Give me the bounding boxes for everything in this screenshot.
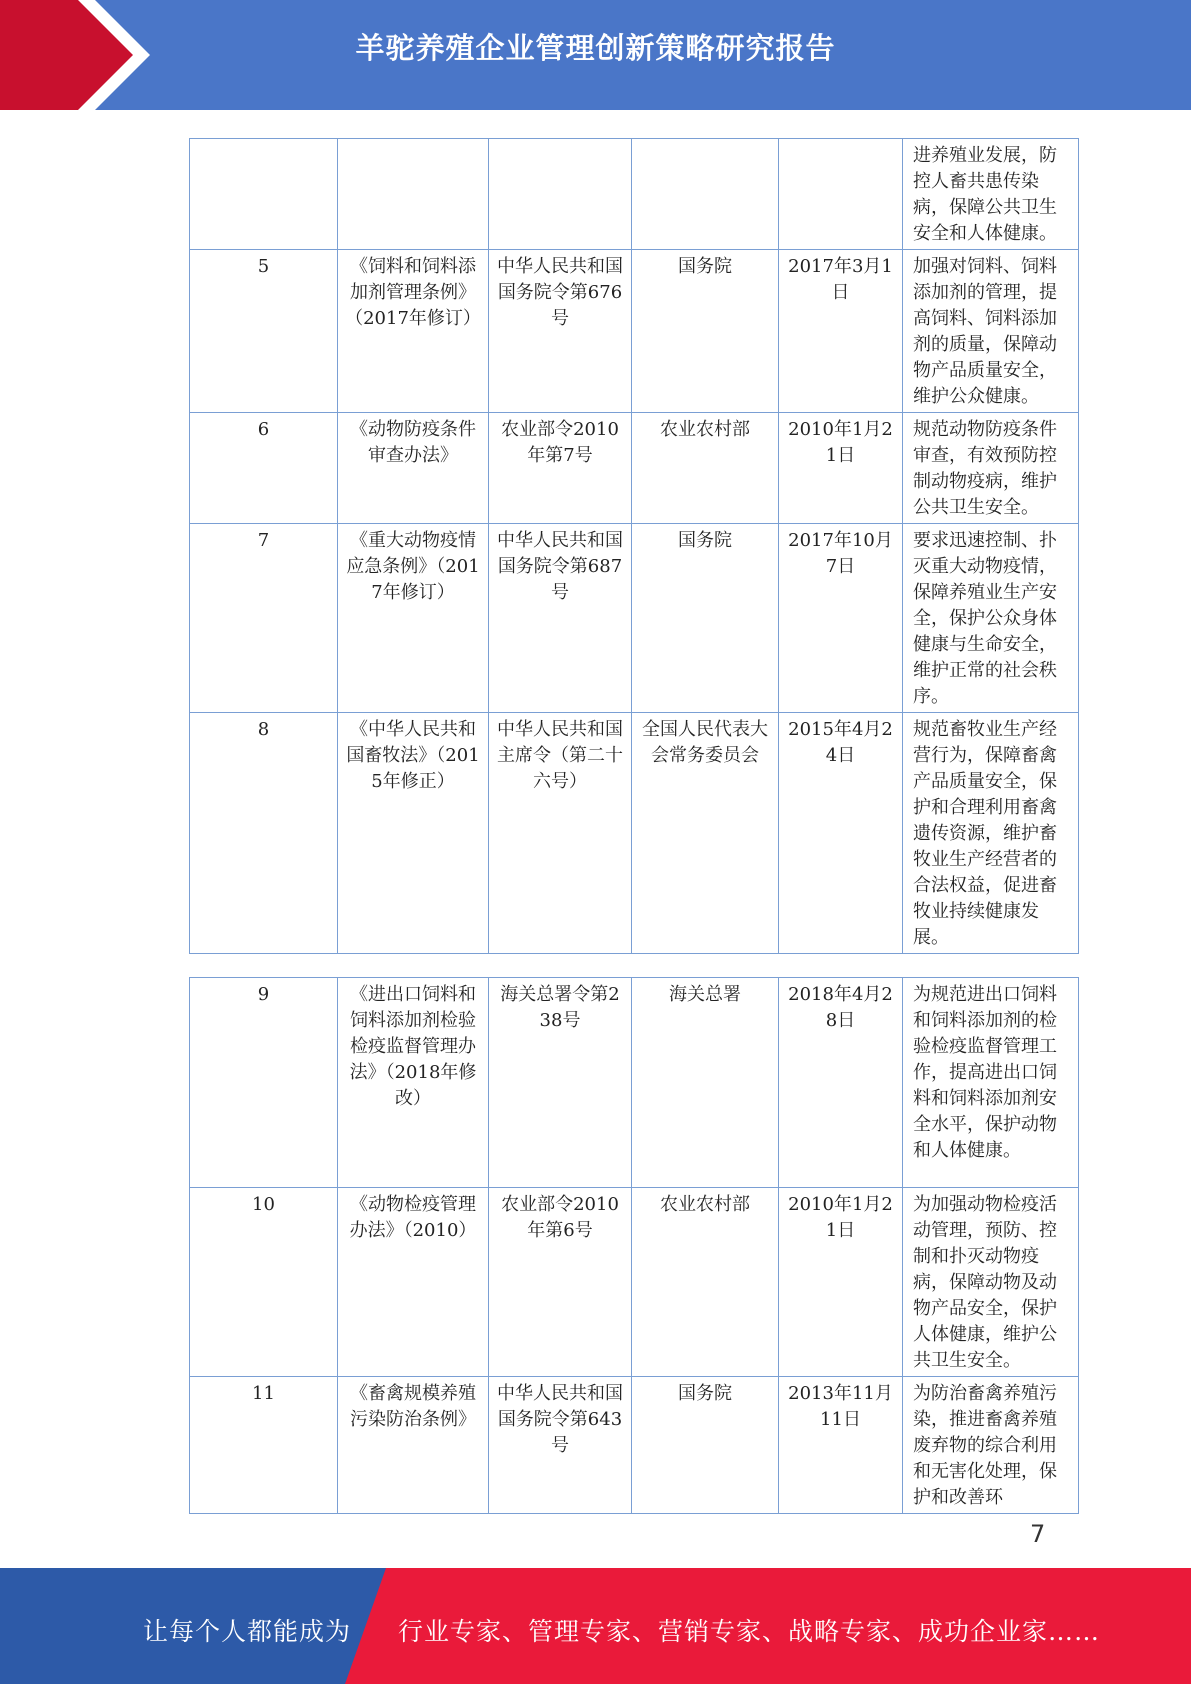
issuing-authority: 国务院 [632, 524, 779, 713]
regulations-table-part1 [189, 138, 1079, 954]
row-number: 6 [190, 413, 338, 524]
regulation-purpose: 为加强动物检疫活动管理，预防、控制和扑灭动物疫病，保障动物及动物产品安全，保护人体健康，维护公共卫生安全。 [903, 1188, 1079, 1377]
regulation-purpose: 规范畜牧业生产经营行为，保障畜禽产品质量安全，保护和合理利用畜禽遗传资源，维护畜牧业生产经营者的合法权益，促进畜牧业持续健康发展。 [903, 713, 1079, 954]
regulation-purpose: 为规范进出口饲料和饲料添加剂的检验检疫监督管理工作，提高进出口饲料和饲料添加剂安全水平，保护动物和人体健康。 [903, 978, 1079, 1188]
table-row [190, 1188, 1079, 1377]
page-number: 7 [1030, 1520, 1046, 1548]
document-number: 中华人民共和国国务院令第676号 [489, 250, 632, 413]
regulation-purpose: 规范动物防疫条件审查，有效预防控制动物疫病，维护公共卫生安全。 [903, 413, 1079, 524]
document-number: 农业部令2010年第6号 [489, 1188, 632, 1377]
row-number: 5 [190, 250, 338, 413]
footer-slogan-right: 行业专家、管理专家、营销专家、战略专家、成功企业家…… [398, 1617, 1101, 1646]
regulations-table-part2 [189, 977, 1079, 1514]
document-number [489, 139, 632, 250]
document-number: 中华人民共和国主席令（第二十六号） [489, 713, 632, 954]
table-row [190, 413, 1079, 524]
row-number: 10 [190, 1188, 338, 1377]
document-number: 海关总署令第238号 [489, 978, 632, 1188]
row-number [190, 139, 338, 250]
effective-date: 2013年11月11日 [779, 1377, 903, 1514]
document-number: 中华人民共和国国务院令第643号 [489, 1377, 632, 1514]
effective-date [779, 139, 903, 250]
issuing-authority: 海关总署 [632, 978, 779, 1188]
issuing-authority: 全国人民代表大会常务委员会 [632, 713, 779, 954]
regulation-name: 《进出口饲料和饲料添加剂检验检疫监督管理办法》（2018年修改） [338, 978, 489, 1188]
effective-date: 2010年1月21日 [779, 413, 903, 524]
regulation-purpose: 要求迅速控制、扑灭重大动物疫情，保障养殖业生产安全，保护公众身体健康与生命安全，维护正常的社会秩序。 [903, 524, 1079, 713]
regulation-name: 《重大动物疫情应急条例》（2017年修订） [338, 524, 489, 713]
row-number: 11 [190, 1377, 338, 1514]
regulation-purpose: 加强对饲料、饲料添加剂的管理，提高饲料、饲料添加剂的质量，保障动物产品质量安全，维护公众健康。 [903, 250, 1079, 413]
issuing-authority: 农业农村部 [632, 1188, 779, 1377]
row-number: 8 [190, 713, 338, 954]
table-row [190, 250, 1079, 413]
table-row [190, 713, 1079, 954]
table-row [190, 978, 1079, 1188]
page-footer [0, 1568, 1191, 1684]
table-row [190, 1377, 1079, 1514]
issuing-authority: 国务院 [632, 1377, 779, 1514]
regulation-name: 《中华人民共和国畜牧法》（2015年修正） [338, 713, 489, 954]
regulation-name: 《动物检疫管理办法》（2010） [338, 1188, 489, 1377]
page-title: 羊驼养殖企业管理创新策略研究报告 [355, 31, 836, 65]
effective-date: 2017年10月7日 [779, 524, 903, 713]
effective-date: 2017年3月1日 [779, 250, 903, 413]
effective-date: 2018年4月28日 [779, 978, 903, 1188]
document-number: 中华人民共和国国务院令第687号 [489, 524, 632, 713]
regulation-name: 《畜禽规模养殖污染防治条例》 [338, 1377, 489, 1514]
footer-slogan-left: 让每个人都能成为 [143, 1617, 352, 1646]
regulation-name: 《动物防疫条件审查办法》 [338, 413, 489, 524]
issuing-authority: 国务院 [632, 250, 779, 413]
regulation-name [338, 139, 489, 250]
document-number: 农业部令2010年第7号 [489, 413, 632, 524]
effective-date: 2010年1月21日 [779, 1188, 903, 1377]
issuing-authority [632, 139, 779, 250]
row-number: 7 [190, 524, 338, 713]
regulation-purpose: 为防治畜禽养殖污染，推进畜禽养殖废弃物的综合利用和无害化处理，保护和改善环 [903, 1377, 1079, 1514]
row-number: 9 [190, 978, 338, 1188]
issuing-authority: 农业农村部 [632, 413, 779, 524]
table-row [190, 524, 1079, 713]
table-row [190, 139, 1079, 250]
regulation-purpose: 进养殖业发展，防控人畜共患传染病，保障公共卫生安全和人体健康。 [903, 139, 1079, 250]
page-header [0, 0, 1191, 110]
regulation-name: 《饲料和饲料添加剂管理条例》（2017年修订） [338, 250, 489, 413]
effective-date: 2015年4月24日 [779, 713, 903, 954]
